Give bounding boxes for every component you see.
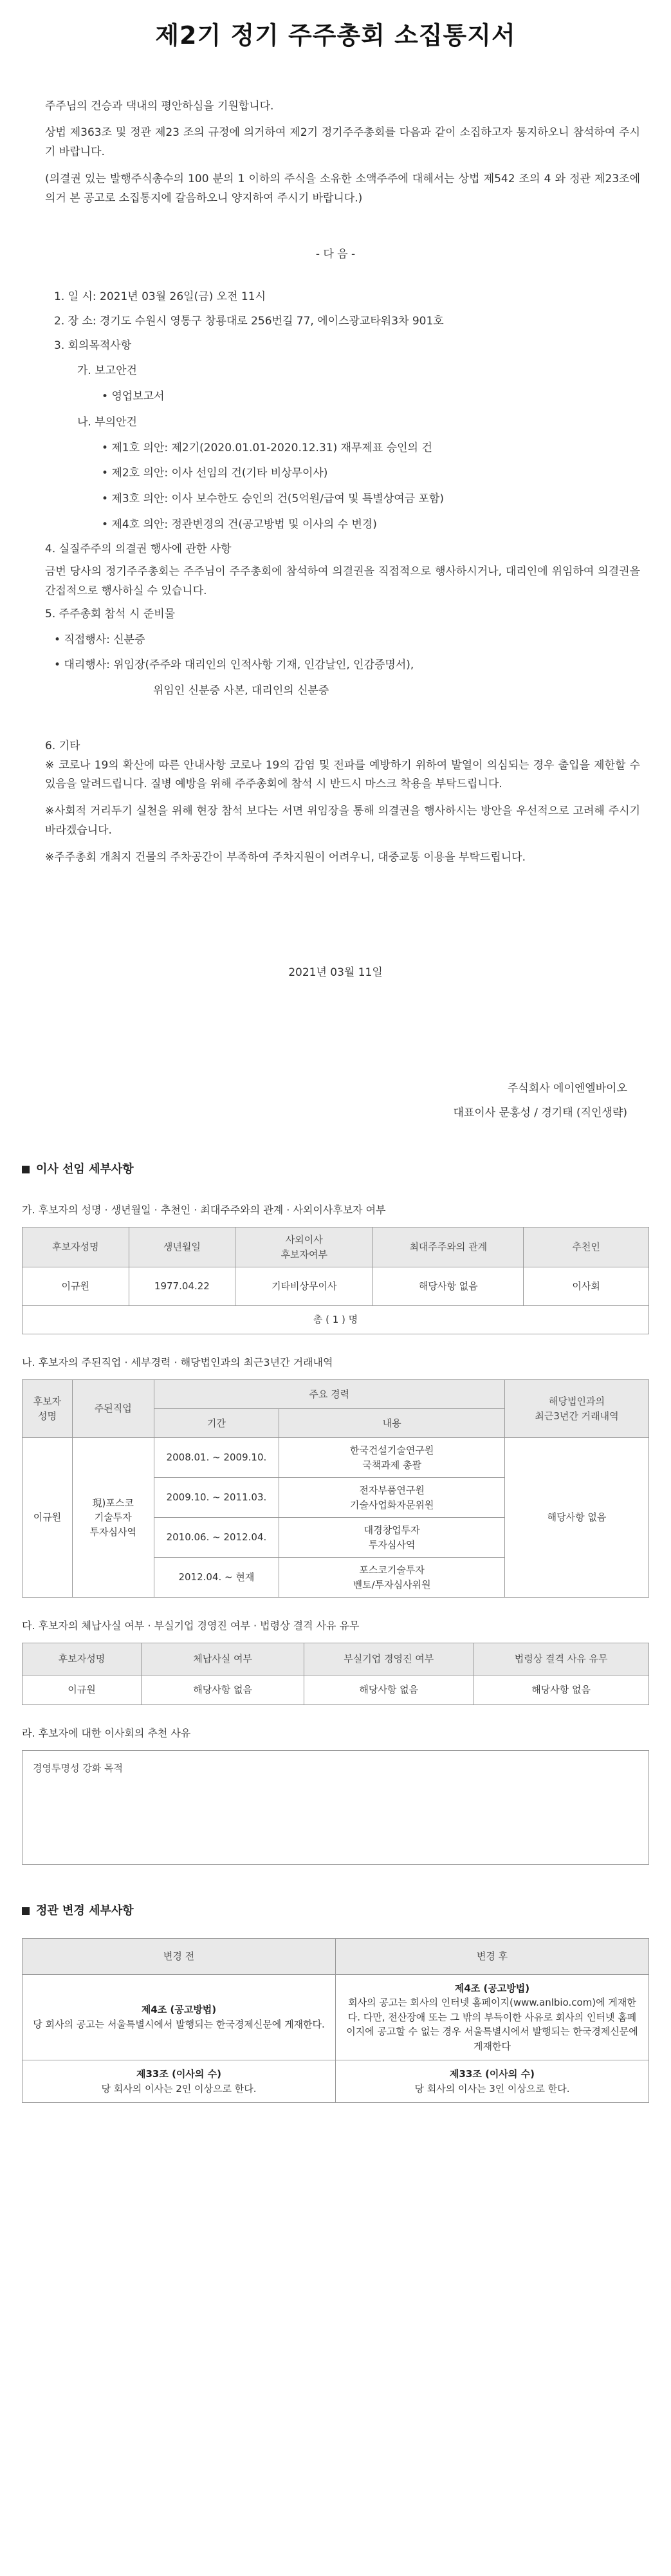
report-heading: 가. 보고안건	[77, 364, 137, 378]
table-header-cell: 최대주주와의 관계	[373, 1227, 524, 1267]
resolution-heading: 나. 부의안건	[77, 415, 137, 429]
article-text: 당 회사의 이사는 2인 이상으로 한다.	[101, 2082, 257, 2095]
recommendation-subtitle: 라. 후보자에 대한 이사회의 추천 사유	[22, 1727, 191, 1739]
resolution-item: • 제3호 의안: 이사 보수한도 승인의 건(5억원/급여 및 특별상여금 포함)	[102, 492, 444, 505]
table-header-cell: 해당법인과의 최근3년간 거래내역	[504, 1380, 648, 1438]
article-title: 제33조 (이사의 수)	[450, 2068, 535, 2080]
articles-change-table	[22, 1938, 649, 2104]
table-cell: 이규원	[23, 1267, 129, 1306]
square-bullet-icon	[22, 1907, 30, 1915]
attend-proxy-continued: 위임인 신분증 사본, 대리인의 신분증	[153, 684, 329, 697]
table-cell	[23, 1974, 336, 2060]
table-cell: 기타비상무이사	[235, 1267, 373, 1306]
table-header-cell: 생년월일	[129, 1227, 235, 1267]
table-header-row	[23, 1643, 649, 1675]
table-cell: 이사회	[524, 1267, 649, 1306]
table-cell: 2008.01. ~ 2009.10.	[154, 1438, 279, 1478]
table-row	[23, 1675, 649, 1705]
career-subtitle: 나. 후보자의 주된직업 · 세부경력 · 해당법인과의 최근3년간 거래내역	[22, 1356, 333, 1368]
table-cell: 이규원	[23, 1438, 73, 1598]
table-header-cell: 부실기업 경영진 여부	[304, 1643, 473, 1675]
article-text: 당 회사의 공고는 서울특별시에서 발행되는 한국경제신문에 게재한다.	[33, 2018, 325, 2030]
divider-text: - 다 음 -	[315, 248, 356, 261]
table-cell: 2010.06. ~ 2012.04.	[154, 1518, 279, 1558]
candidate-info-subtitle: 가. 후보자의 성명 · 생년월일 · 추천인 · 최대주주와의 관계 · 사외이사후보자 여부	[22, 1204, 386, 1216]
table-header-cell: 체납사실 여부	[142, 1643, 304, 1675]
meeting-date: 1. 일 시: 2021년 03월 26일(금) 오전 11시	[54, 290, 266, 303]
intro-text: 상법 제363조 및 정관 제23 조의 규정에 의거하여 제2기 정기주주총회를 다음과 같이 소집하고자 통지하오니 참석하여 주시기 바랍니다.	[45, 126, 640, 158]
table-header-cell: 변경 후	[336, 1938, 649, 1974]
table-cell: 포스코기술투자 벤토/투자심사위원	[279, 1558, 505, 1598]
etc-note-covid: ※ 코로나 19의 확산에 따른 안내사항 코로나 19의 감염 및 전파를 예방하기 위하여 발열이 의심되는 경우 출입을 제한할 수 있음을 알려드립니다. 질병 예방을 위해 주주총회에 참석 시 반드시 마스크 착용을 부탁드립니다.	[45, 758, 640, 791]
table-cell: 전자부품연구원 기술사업화자문위원	[279, 1478, 505, 1518]
table-header-cell: 기간	[154, 1409, 279, 1438]
etc-note-distancing: ※사회적 거리두기 실천을 위해 현장 참석 보다는 서면 위임장을 통해 의결권을 행사하시는 방안을 우선적으로 고려해 주시기 바라겠습니다.	[45, 805, 640, 837]
table-cell	[336, 1974, 649, 2060]
candidate-total: 총 ( 1 ) 명	[23, 1306, 649, 1334]
table-cell: 대경창업투자 투자심사역	[279, 1518, 505, 1558]
voting-heading: 4. 실질주주의 의결권 행사에 관한 사항	[45, 542, 232, 555]
disqualification-table	[22, 1643, 649, 1705]
ceo-signature: 대표이사 문홍성 / 경기태 (직인생략)	[453, 1106, 627, 1119]
table-cell: 2009.10. ~ 2011.03.	[154, 1478, 279, 1518]
etc-note-parking: ※주주총회 개최지 건물의 주차공간이 부족하여 주차지원이 어려우니, 대중교통 이용을 부탁드립니다.	[45, 850, 526, 864]
table-cell: 해당사항 없음	[473, 1675, 649, 1705]
career-table	[22, 1379, 649, 1598]
disqualification-subtitle: 다. 후보자의 체납사실 여부 · 부실기업 경영진 여부 · 법령상 결격 사유 유무	[22, 1619, 360, 1632]
resolution-item: • 제2호 의안: 이사 선임의 건(기타 비상무이사)	[102, 467, 328, 480]
table-cell: 現)포스코 기술투자 투자심사역	[72, 1438, 154, 1598]
table-cell: 한국건설기술연구원 국책과제 총괄	[279, 1438, 505, 1478]
table-header-row	[23, 1227, 649, 1267]
table-cell: 1977.04.22	[129, 1267, 235, 1306]
attend-direct: • 직접행사: 신분증	[54, 633, 145, 646]
table-cell: 해당사항 없음	[304, 1675, 473, 1705]
greeting-text: 주주님의 건승과 댁내의 평안하심을 기원합니다.	[45, 99, 274, 113]
company-name: 주식회사 에이엔엘바이오	[507, 1082, 627, 1095]
meeting-place: 2. 장 소: 경기도 수원시 영통구 창룡대로 256번길 77, 에이스광교타워3차 901호	[54, 314, 444, 328]
table-cell	[23, 2060, 336, 2103]
article-text: 당 회사의 이사는 3인 이상으로 한다.	[414, 2082, 570, 2095]
table-total-row	[23, 1306, 649, 1334]
square-bullet-icon	[22, 1166, 30, 1173]
recommendation-reason: 경영투명성 강화 목적	[33, 1762, 123, 1774]
table-cell: 해당사항 없음	[504, 1438, 648, 1598]
recommendation-reason-box	[22, 1750, 649, 1865]
table-header-cell: 법령상 결격 사유 유무	[473, 1643, 649, 1675]
table-header-row	[23, 1380, 649, 1409]
resolution-item: • 제4호 의안: 정관변경의 건(공고방법 및 이사의 수 변경)	[102, 518, 377, 531]
table-cell	[336, 2060, 649, 2103]
attend-heading: 5. 주주총회 참석 시 준비물	[45, 607, 176, 621]
attend-proxy: • 대리행사: 위임장(주주와 대리인의 인적사항 기재, 인감날인, 인감증명서),	[54, 658, 414, 672]
voting-text: 금번 당사의 정기주주총회는 주주님이 주주총회에 참석하여 의결권을 직접적으로 행사하시거나, 대리인에 위임하여 의결권을 간접적으로 행사하실 수 있습니다.	[45, 565, 640, 597]
table-header-cell: 주요 경력	[154, 1380, 504, 1409]
table-row	[23, 1267, 649, 1306]
report-item-label: 영업보고서	[111, 390, 165, 403]
notice-date: 2021년 03월 11일	[288, 966, 383, 980]
table-header-cell: 주된직업	[72, 1380, 154, 1438]
table-header-cell: 추천인	[524, 1227, 649, 1267]
table-row	[23, 1974, 649, 2060]
report-item: • 영업보고서	[102, 390, 165, 403]
article-title: 제4조 (공고방법)	[454, 1982, 530, 1994]
article-title: 제33조 (이사의 수)	[136, 2068, 221, 2080]
table-header-cell: 변경 전	[23, 1938, 336, 1974]
table-header-cell: 후보자성명	[23, 1227, 129, 1267]
table-header-cell: 후보자 성명	[23, 1380, 73, 1438]
table-header-cell: 후보자성명	[23, 1643, 142, 1675]
intro-note: (의결권 있는 발행주식총수의 100 분의 1 이하의 주식을 소유한 소액주주에 대해서는 상법 제542 조의 4 와 정관 제23조에 의거 본 공고로 소집통지에 갈음하오니 양지하여 주시기 바랍니다.)	[45, 172, 640, 205]
table-cell: 이규원	[23, 1675, 142, 1705]
table-cell: 해당사항 없음	[142, 1675, 304, 1705]
candidate-info-table	[22, 1227, 649, 1334]
table-row	[23, 1438, 649, 1478]
table-row	[23, 2060, 649, 2103]
etc-heading: 6. 기타	[45, 739, 80, 752]
table-header-row	[23, 1938, 649, 1974]
article-title: 제4조 (공고방법)	[141, 2004, 217, 2016]
table-header-cell: 사외이사 후보자여부	[235, 1227, 373, 1267]
purpose-heading: 3. 회의목적사항	[54, 339, 132, 352]
page-title: 제2기 정기 주주총회 소집통지서	[155, 21, 516, 50]
resolution-item: • 제1호 의안: 제2기(2020.01.01-2020.12.31) 재무제표 승인의 건	[102, 441, 432, 454]
director-section-title: 이사 선임 세부사항	[22, 1159, 649, 1180]
articles-section-title: 정관 변경 세부사항	[22, 1901, 649, 1921]
table-cell: 2012.04. ~ 현재	[154, 1558, 279, 1598]
article-text: 회사의 공고는 회사의 인터넷 홈페이지(www.anlbio.com)에 게재한다. 다만, 전산장애 또는 그 밖의 부득이한 사유로 회사의 인터넷 홈페이지에 공고할 수 없는 경우 서울특별시에서 발행되는 한국경제신문에 게재한다	[346, 1997, 638, 2052]
table-header-cell: 내용	[279, 1409, 505, 1438]
table-cell: 해당사항 없음	[373, 1267, 524, 1306]
